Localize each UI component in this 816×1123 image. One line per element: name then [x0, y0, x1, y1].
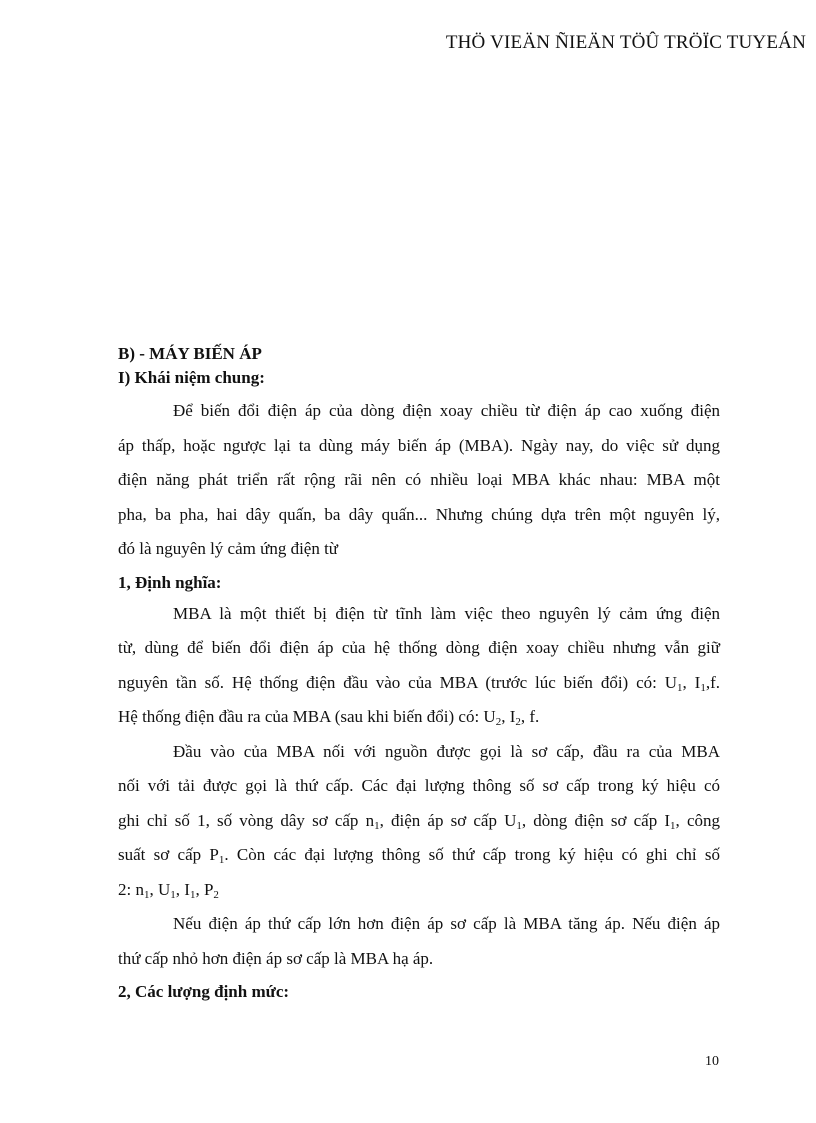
text-line: pha, ba pha, hai dây quấn, ba dây quấn... Nhưng chúng dựa trên một nguyên lý,	[118, 504, 720, 524]
text-line: từ, dùng để biến đổi điện áp của hệ thống dòng điện xoay chiều nhưng vẫn giữ	[118, 638, 720, 657]
definition-paragraph-1	[118, 597, 720, 735]
text-line: 2: $n_1$, $U_1$, $I_1$, $P_2$	[118, 879, 219, 901]
subsection-title: I) Khái niệm chung:	[118, 368, 265, 387]
text-line: Nếu điện áp thứ cấp lớn hơn điện áp sơ cấp là MBA tăng áp. Nếu điện áp	[173, 914, 720, 933]
text-line: suất sơ cấp $P_1$. Còn các đại lượng thông số thứ cấp trong ký hiệu có ghi chỉ số	[118, 845, 721, 866]
text-line: MBA là một thiết bị điện từ tĩnh làm việc theo nguyên lý cảm ứng điện	[173, 603, 720, 623]
text-line: nối với tải được gọi là thứ cấp. Các đại lượng thông số sơ cấp trong ký hiệu có	[118, 776, 720, 795]
text-line: nguyên tần số. Hệ thống điện đầu vào của MBA (trước lúc biến đổi) có: $U_1$, $I_1,f$.	[118, 672, 720, 694]
text-line: Hệ thống điện đầu ra của MBA (sau khi biến đổi) có: $U_2$, $I_2$, f.	[118, 707, 540, 728]
definition-heading: 1, Định nghĩa:	[118, 572, 222, 592]
text-line: đó là nguyên lý cảm ứng điện từ	[118, 539, 339, 558]
text-line: thứ cấp nhỏ hơn điện áp sơ cấp là MBA hạ áp.	[118, 948, 434, 968]
text-line: Để biến đổi điện áp của dòng điện xoay chiều từ điện áp cao xuống điện	[173, 401, 720, 420]
ratings-heading: 2, Các lượng định mức:	[118, 982, 290, 1001]
definition-paragraph-2	[118, 735, 720, 908]
intro-paragraph	[118, 394, 720, 567]
page-number: 10	[705, 1054, 719, 1069]
page-content	[118, 342, 720, 1006]
text-line: áp thấp, hoặc ngược lại ta dùng máy biến áp (MBA). Ngày nay, do việc sử dụng	[118, 435, 720, 455]
text-line: ghi chỉ số 1, số vòng dây sơ cấp $n_1$, điện áp sơ cấp $U_1$, dòng điện sơ cấp $I_1$, công	[118, 810, 720, 832]
text-line: Đầu vào của MBA nối với nguồn được gọi là sơ cấp, đầu ra của MBA	[173, 741, 720, 761]
page-header: THÖ VIEÄN ÑIEÄN TÖÛ TRÖÏC TUYEÁN	[445, 32, 806, 53]
section-title: B) - MÁY BIẾN ÁP	[118, 344, 262, 363]
definition-paragraph-3	[118, 907, 720, 976]
text-line: điện năng phát triển rất rộng rãi nên có nhiều loại MBA khác nhau: MBA một	[118, 470, 720, 489]
